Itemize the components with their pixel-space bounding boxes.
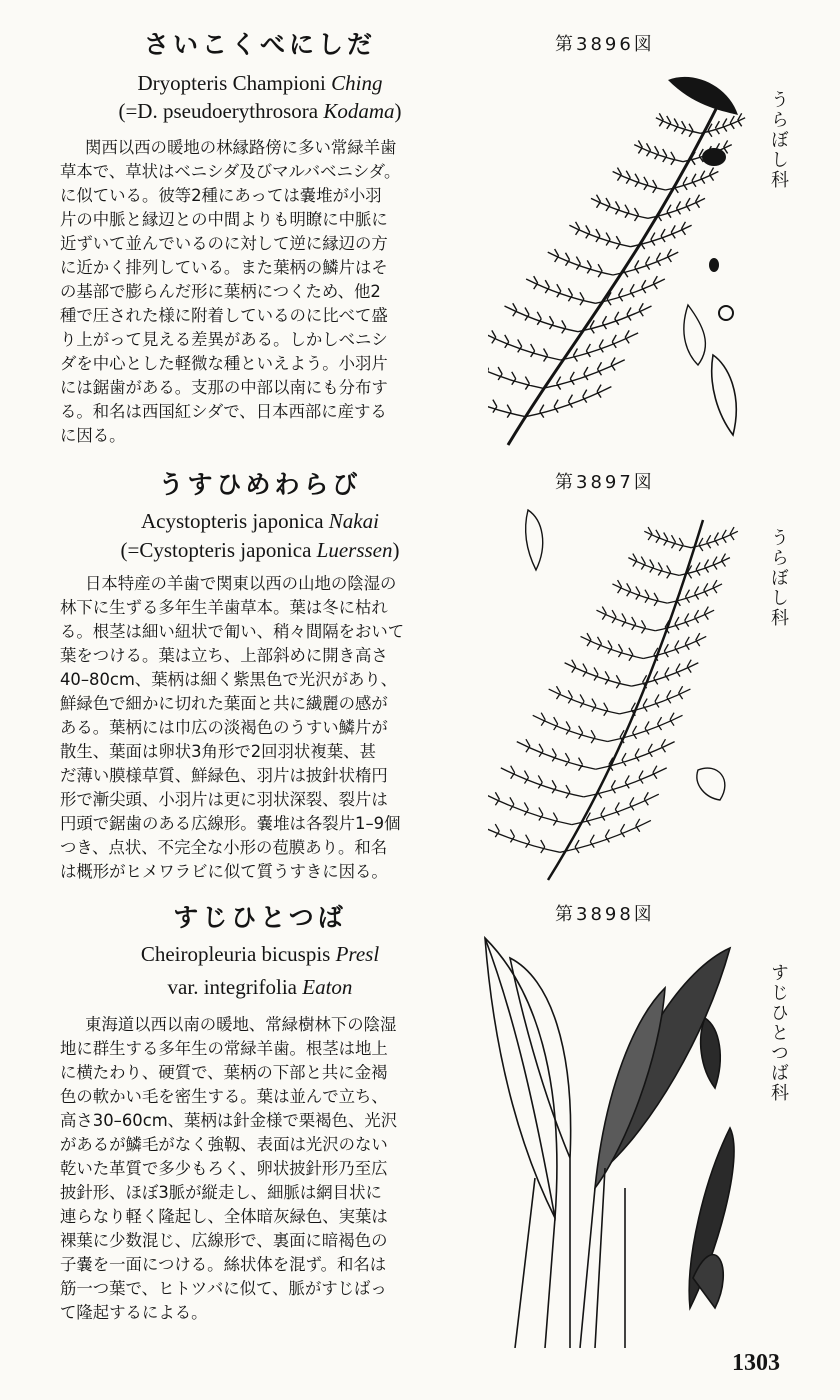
description-line: 子嚢を一面につける。絲状体を混ず。和名は [60, 1255, 387, 1274]
description-line: には鋸歯がある。支那の中部以南にも分布す [60, 378, 388, 397]
description-line: 連らなり軽く隆起し、全体暗灰緑色、実葉は [60, 1207, 388, 1226]
family-label: すじひとつば科 [768, 963, 789, 1103]
fern-illustration [488, 500, 758, 885]
scientific-name [30, 70, 490, 96]
synonym-name: (=Cystopteris japonica [120, 538, 312, 562]
description-line: 種で圧された様に附着しているのに比べて盛 [60, 306, 388, 325]
synonym-close: ) [394, 99, 402, 123]
description-line: 披針形、ほぼ3脈が縦走し、細脈は網目状に [60, 1183, 382, 1202]
variety-authority: Eaton [302, 975, 353, 999]
description-line: 葉をつける。葉は立ち、上部斜めに開き高さ [60, 646, 388, 665]
description-line: る。和名は西国紅シダで、日本西部に産する [60, 402, 387, 421]
entry-title: うすひめわらび [158, 470, 362, 499]
description-line: 形で漸尖頭、小羽片は更に羽状深裂、裂片は [60, 790, 388, 809]
authority: Ching [331, 71, 383, 95]
description-line: 鮮緑色で細かに切れた葉面と共に繊麗の感が [60, 694, 388, 713]
figure-number: 第3898図 [555, 904, 655, 925]
species-name: Cheiropleuria bicuspis [140, 942, 331, 966]
plant-illustration [475, 928, 755, 1348]
description-line: だ薄い膜様草質、鮮緑色、羽片は披針状楕円 [60, 766, 388, 785]
variety-name: var. integrifolia [167, 975, 298, 999]
synonym [30, 537, 490, 563]
description-line: 筋一つ葉で、ヒトツバに似て、脈がすじばっ [60, 1279, 387, 1298]
description-line: は概形がヒメワラビに似て質うすきに因る。 [60, 862, 388, 881]
page-number: 1303 [732, 1350, 780, 1376]
description-line: 裸葉に少数混じ、広線形で、裏面に暗褐色の [60, 1231, 388, 1250]
description-line: 色の軟かい毛を密生する。葉は並んで立ち、 [60, 1087, 388, 1106]
synonym [30, 98, 490, 124]
synonym-authority: Kodama [323, 99, 395, 123]
description-line: があるが鱗毛がなく強靱、表面は光沢のない [60, 1135, 388, 1154]
description-line: る。根茎は細い紐状で匍い、稍々間隔をおいて [60, 622, 405, 641]
synonym-authority: Luerssen [316, 538, 393, 562]
description-line: 草本で、草状はベニシダ及びマルバベニシダ。 [60, 162, 401, 181]
authority: Presl [335, 942, 380, 966]
fern-illustration [488, 65, 758, 450]
description-line: 円頭で鋸歯のある広線形。嚢堆は各裂片1–9個 [60, 814, 401, 833]
description-line: 高さ30–60cm、葉柄は針金様で栗褐色、光沢 [60, 1111, 398, 1130]
description-line: 東海道以西以南の暖地、常緑樹林下の陰湿 [85, 1015, 397, 1034]
description [60, 136, 485, 448]
species-name: Dryopteris Championi [137, 71, 326, 95]
description [60, 1013, 485, 1325]
figure-number: 第3896図 [555, 34, 655, 55]
scientific-name [30, 941, 490, 967]
scientific-name [30, 508, 490, 534]
description-line: に横たわり、硬質で、葉柄の下部と共に金褐 [60, 1063, 388, 1082]
description-line: ダを中心とした軽微な種といえよう。小羽片 [60, 354, 388, 373]
description-line: つき、点状、不完全な小形の苞膜あり。和名 [60, 838, 388, 857]
description-line: 林下に生ずる多年生羊歯草本。葉は冬に枯れ [60, 598, 388, 617]
description-line: 乾いた革質で多少もろく、卵状披針形乃至広 [60, 1159, 388, 1178]
description-line: り上がって見える差異がある。しかしベニシ [60, 330, 388, 349]
description-line: 日本特産の羊歯で関東以西の山地の陰湿の [85, 574, 397, 593]
description-line: に似ている。彼等2種にあっては嚢堆が小羽 [60, 186, 382, 205]
description-line: の基部で膨らんだ形に葉柄につくため、他2 [60, 282, 381, 301]
description-line: 地に群生する多年生の常緑羊歯。根茎は地上 [60, 1039, 388, 1058]
description [60, 572, 485, 884]
description-line: 片の中脈と縁辺との中間よりも明瞭に中脈に [60, 210, 388, 229]
synonym-name: (=D. pseudoerythrosora [118, 99, 319, 123]
family-label: うらぼし科 [768, 90, 789, 190]
description-line: に因る。 [60, 426, 126, 445]
family-label: うらぼし科 [768, 528, 789, 628]
entry-title: すじひとつば [173, 903, 347, 932]
synonym-close: ) [392, 538, 400, 562]
description-line: ある。葉柄には巾広の淡褐色のうすい鱗片が [60, 718, 388, 737]
entry-title: さいこくべにしだ [143, 30, 376, 59]
description-line: 40–80cm、葉柄は細く紫黒色で光沢があり、 [60, 670, 398, 689]
description-line: に近かく排列している。また葉柄の鱗片はそ [60, 258, 388, 277]
authority: Nakai [328, 509, 379, 533]
figure-number: 第3897図 [555, 472, 655, 493]
description-line: 散生、葉面は卵状3角形で2回羽状複葉、甚 [60, 742, 376, 761]
variety [30, 974, 490, 1000]
species-name: Acystopteris japonica [141, 509, 324, 533]
description-line: て隆起するによる。 [60, 1303, 208, 1322]
description-line: 近ずいて並んでいるのに対して逆に縁辺の方 [60, 234, 388, 253]
description-line: 関西以西の暖地の林縁路傍に多い常緑羊歯 [85, 138, 397, 157]
